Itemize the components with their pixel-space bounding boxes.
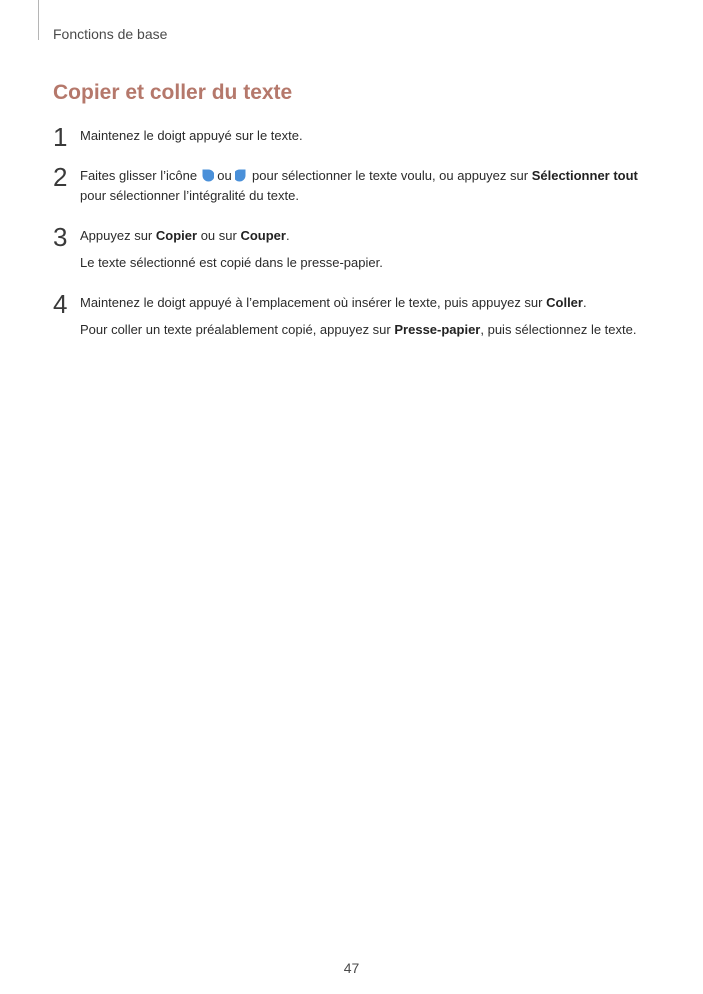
step-line (80, 226, 660, 246)
step-text: ou sur (200, 228, 237, 243)
selection-handle-right-icon (235, 168, 248, 182)
ui-term-paste: Coller (546, 295, 583, 310)
step-text: pour sélectionner le texte voulu, ou appuyez sur (252, 168, 529, 183)
step-note (80, 320, 660, 340)
step-text: Maintenez le doigt appuyé à l’emplacement où insérer le texte, puis appuyez sur (80, 295, 543, 310)
step-text: ou (217, 168, 232, 183)
running-head: Fonctions de base (53, 26, 168, 42)
step-text: pour sélectionner l’intégralité du texte. (80, 188, 299, 203)
ui-term-clipboard: Presse-papier (394, 322, 481, 337)
ui-term-cut: Couper (240, 228, 286, 243)
ui-term-copy: Copier (155, 228, 198, 243)
step-number: 2 (53, 162, 68, 192)
step-body (80, 226, 660, 273)
step-number: 4 (53, 289, 68, 319)
margin-rule (38, 0, 39, 40)
punctuation: . (285, 228, 290, 243)
step-body (80, 166, 660, 206)
step-text: Appuyez sur (80, 228, 153, 243)
step-text: Pour coller un texte préalablement copié, appuyez sur (80, 322, 391, 337)
selection-handle-left-icon (201, 168, 214, 182)
step-line (80, 166, 660, 186)
ui-term-select-all: Sélectionner tout (531, 168, 638, 183)
page-number: 47 (343, 960, 360, 976)
section-title: Copier et coller du texte (53, 81, 293, 104)
step-note: Le texte sélectionné est copié dans le presse-papier. (80, 255, 383, 270)
step-text: , puis sélectionnez le texte. (480, 322, 637, 337)
step-text: Faites glisser l’icône (80, 168, 198, 183)
step-line (80, 293, 660, 313)
step-text: Maintenez le doigt appuyé sur le texte. (80, 128, 303, 143)
step-number: 3 (53, 222, 68, 252)
step-number: 1 (53, 122, 68, 152)
step-body (80, 293, 660, 340)
step-body (80, 126, 660, 146)
punctuation: . (582, 295, 587, 310)
